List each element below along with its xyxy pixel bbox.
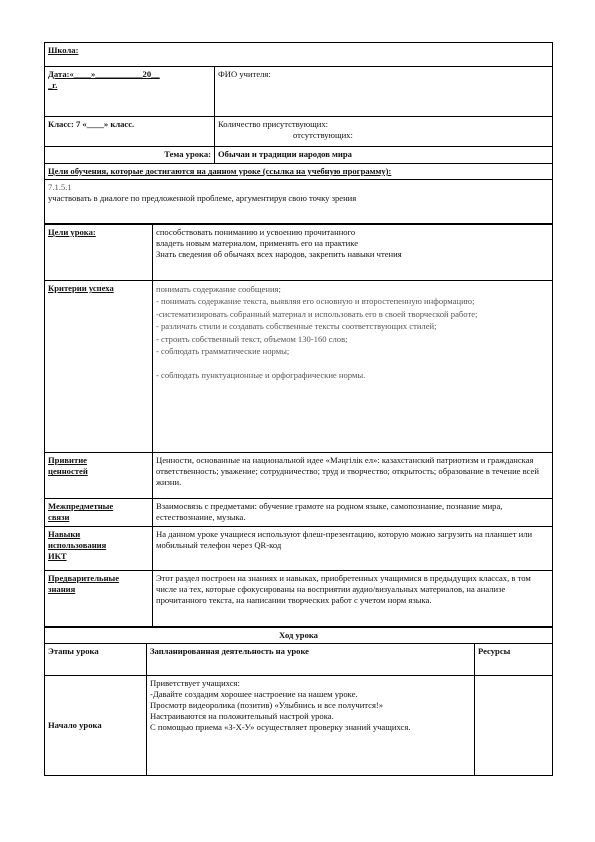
date-line-1: Дата:«____»___________20__ (48, 69, 160, 79)
criteria-item: - строить собственный текст, объемом 130-160 слов; (156, 333, 348, 344)
date-line-2: _г. (48, 80, 58, 90)
activity-line: -Давайте создадим хорошее настроение на нашем уроке. (150, 689, 358, 699)
attendance-field (215, 117, 553, 147)
criteria-cell (153, 281, 553, 453)
start-stage-label: Начало урока (45, 676, 147, 776)
criteria-item: понимать содержание сообщения; (156, 284, 281, 294)
criteria-item: - понимать содержание текста, выявляя его основную и второстепенную информацию; (156, 296, 475, 307)
criteria-item: -систематизировать собранный материал и использовать его в своей творческой работе; (156, 308, 478, 319)
absent-label: отсутствующих: (293, 130, 353, 140)
present-label: Количество присутствующих: (218, 119, 329, 129)
class-field: Класс: 7 «____» класс. (45, 117, 215, 147)
course-header: Ход урока (45, 628, 553, 644)
values-label-line: Привитие (48, 455, 87, 465)
values-label (45, 453, 153, 499)
interdisciplinary-label-line: Межпредметные (48, 501, 114, 511)
lesson-plan (44, 42, 552, 776)
values-label-line: ценностей (48, 466, 88, 476)
interdisciplinary-label-line: связи (48, 512, 70, 522)
criteria-item: - соблюдать пунктуационные и орфографические нормы. (156, 370, 366, 381)
prior-knowledge-label (45, 571, 153, 627)
prior-knowledge-text: Этот раздел построен на знаниях и навыках, приобретенных учащимися в предыдущих классах, в том числе на тех, которые сфокусированы на восприятии аудио/визуальных материалов, на анализе прочитанного текста, на написании творческих работ с учетом норм языка. (153, 571, 553, 627)
criteria-label: Критерии успеха (45, 281, 153, 453)
interdisciplinary-label (45, 499, 153, 527)
ict-label-line: использования (48, 540, 107, 550)
lesson-goals-label: Цели урока: (45, 225, 153, 281)
topic-value: Обычаи и традиции народов мира (215, 147, 553, 164)
col-stages-header: Этапы урока (45, 644, 147, 676)
ict-text: На данном уроке учащиеся используют флеш-презентацию, которую можно загрузить на планшет или мобильный телефон через QR-код (153, 527, 553, 571)
activity-line: Приветствует учащихся: (150, 678, 240, 688)
ict-label (45, 527, 153, 571)
col-activity-header: Запланированная деятельность на уроке (147, 644, 475, 676)
criteria-blank (156, 357, 549, 369)
lesson-goal: Знать сведения об обычаях всех народов, закрепить навыки чтения (156, 249, 402, 259)
goals-text: участвовать в диалоге по предложенной проблеме, аргументируя свою точку зрения (48, 193, 357, 203)
activity-line: Настраиваются на положительный настрой урока. (150, 711, 334, 721)
ict-label-line: ИКТ (48, 551, 67, 561)
topic-label: Тема урока: (45, 147, 215, 164)
criteria-item: - различать стили и создавать собственные тексты соответствующих стилей; (156, 321, 437, 332)
date-field (45, 67, 215, 117)
prior-knowledge-label-line: Предварительные (48, 573, 120, 583)
prior-knowledge-label-line: знания (48, 584, 76, 594)
col-resources-header: Ресурсы (475, 644, 553, 676)
lesson-plan-header-table (44, 42, 553, 224)
values-text: Ценности, основанные на национальной идее «Мәңгілік ел»: казахстанский патриотизм и гражданская ответственность; уважение; сотрудничество; труд и творчество; открытость; образование в течение всей жизни. (153, 453, 553, 499)
school-field: Школа: (45, 43, 553, 67)
goals-cell (45, 180, 553, 224)
ict-label-line: Навыки (48, 529, 81, 539)
lesson-course-table (44, 627, 553, 776)
start-activity-cell (147, 676, 475, 776)
goals-header: Цели обучения, которые достигаются на данном уроке (ссылка на учебную программу): (45, 164, 553, 180)
lesson-plan-details-table (44, 224, 553, 627)
lesson-goal: способствовать пониманию и усвоению прочитанного (156, 227, 356, 237)
activity-line: Просмотр видеоролика (позитив) «Улыбнись и все получится!» (150, 700, 384, 710)
lesson-goals-cell (153, 225, 553, 281)
criteria-item: - соблюдать грамматические нормы; (156, 346, 290, 357)
goals-code: 7.1.5.1 (48, 182, 72, 192)
activity-line: С помощью приема «З-Х-У» осуществляет проверку знаний учащихся. (150, 722, 411, 732)
teacher-field: ФИО учителя: (215, 67, 553, 117)
start-resources-cell (475, 676, 553, 776)
lesson-goal: владеть новым материалом, применять его на практике (156, 238, 359, 248)
interdisciplinary-text: Взаимосвязь с предметами: обучение грамоте на родном языке, самопознание, познание мира, естествознание, музыка. (153, 499, 553, 527)
